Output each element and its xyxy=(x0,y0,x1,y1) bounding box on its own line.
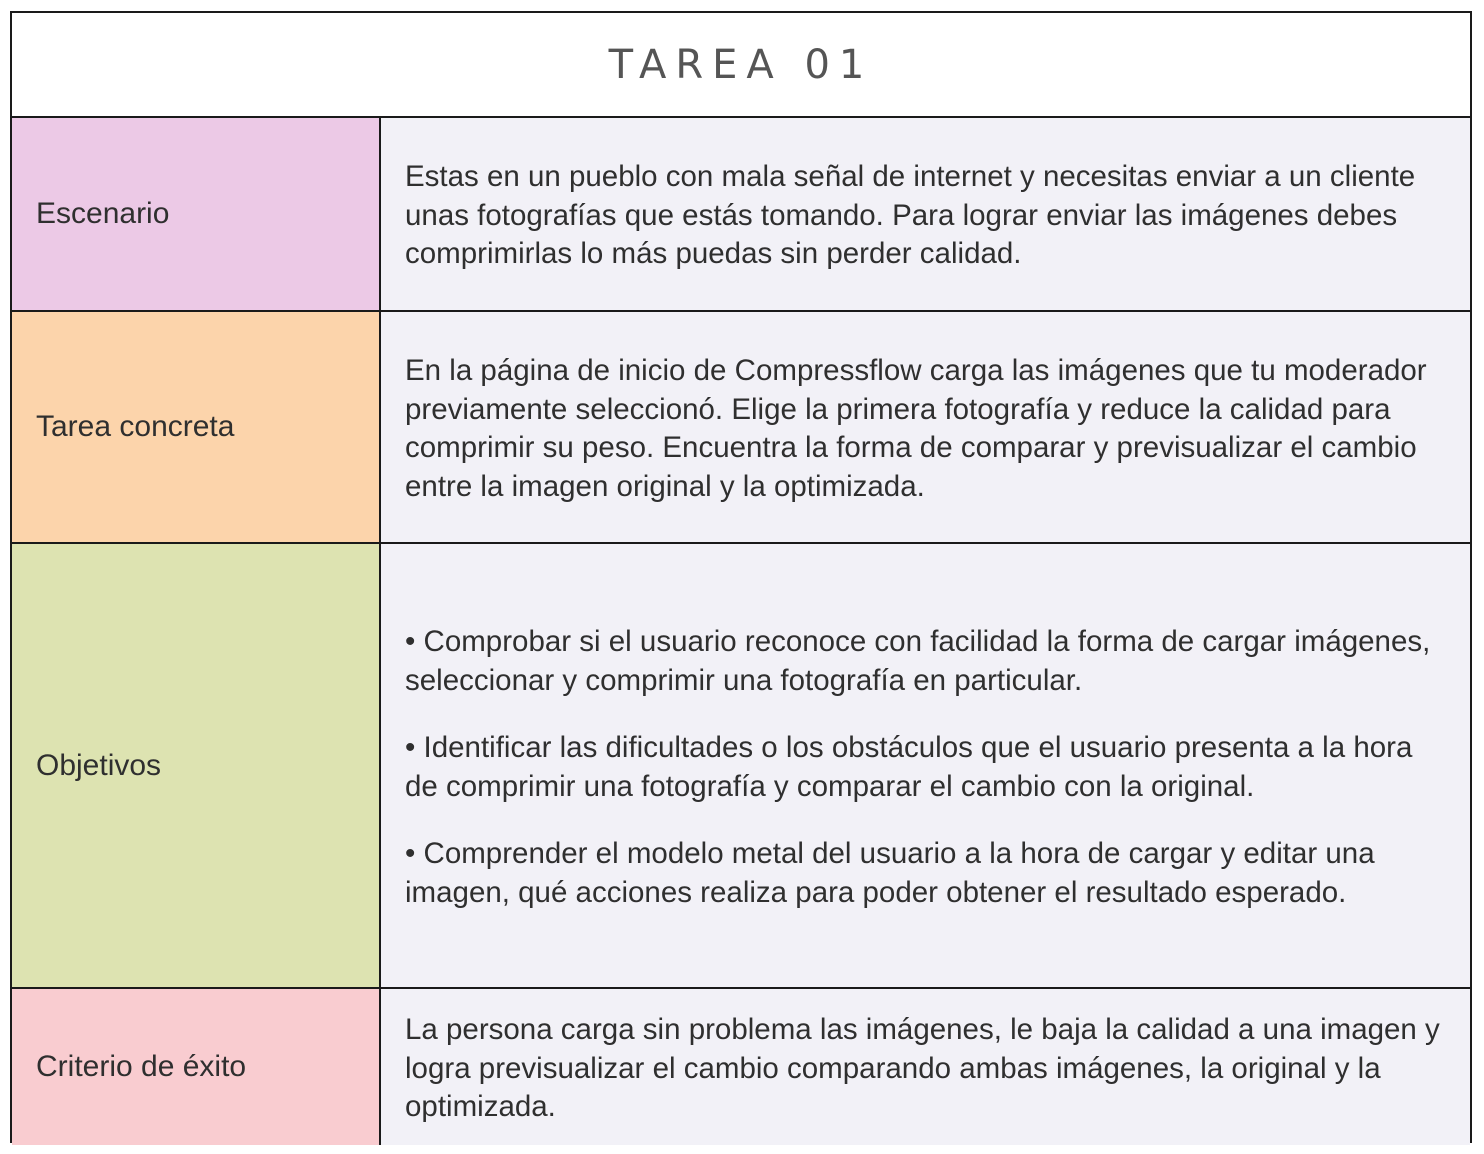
task-table xyxy=(10,11,1472,1143)
label-objetivos: Objetivos xyxy=(12,544,381,987)
label-tarea-concreta: Tarea concreta xyxy=(12,312,381,542)
content-objetivos xyxy=(381,544,1470,987)
title-row xyxy=(12,13,1470,118)
page-title: TAREA 01 xyxy=(608,41,874,88)
label-escenario: Escenario xyxy=(12,118,381,310)
paragraph: La persona carga sin problema las imágenes, le baja la calidad a una imagen y logra previsualizar el cambio comparando ambas imágenes, la original y la optimizada. xyxy=(405,1013,1440,1123)
row-escenario xyxy=(12,118,1470,312)
row-criterio-de-exito xyxy=(12,989,1470,1145)
content-criterio-de-exito xyxy=(381,989,1470,1145)
paragraph: Estas en un pueblo con mala señal de internet y necesitas enviar a un cliente unas fotografías que estás tomando. Para lograr enviar las imágenes debes comprimirlas lo más puedas sin perder calidad. xyxy=(405,160,1416,271)
label-criterio-de-exito: Criterio de éxito xyxy=(12,989,381,1145)
row-objetivos xyxy=(12,544,1470,989)
content-escenario xyxy=(381,118,1470,310)
row-tarea-concreta xyxy=(12,312,1470,544)
objective-item: • Comprender el modelo metal del usuario a la hora de cargar y editar una imagen, qué acciones realiza para poder obtener el resultado esperado. xyxy=(405,837,1375,909)
objective-item: • Comprobar si el usuario reconoce con facilidad la forma de cargar imágenes, seleccionar y comprimir una fotografía en particular. xyxy=(405,625,1431,697)
objective-item: • Identificar las dificultades o los obstáculos que el usuario presenta a la hora de comprimir una fotografía y comparar el cambio con la original. xyxy=(405,731,1413,803)
paragraph: En la página de inicio de Compressflow carga las imágenes que tu moderador previamente seleccionó. Elige la primera fotografía y reduce la calidad para comprimir su peso. Encuentra la forma de comparar y previsualizar el cambio entre la imagen original y la optimizada. xyxy=(405,354,1427,503)
content-tarea-concreta xyxy=(381,312,1470,542)
